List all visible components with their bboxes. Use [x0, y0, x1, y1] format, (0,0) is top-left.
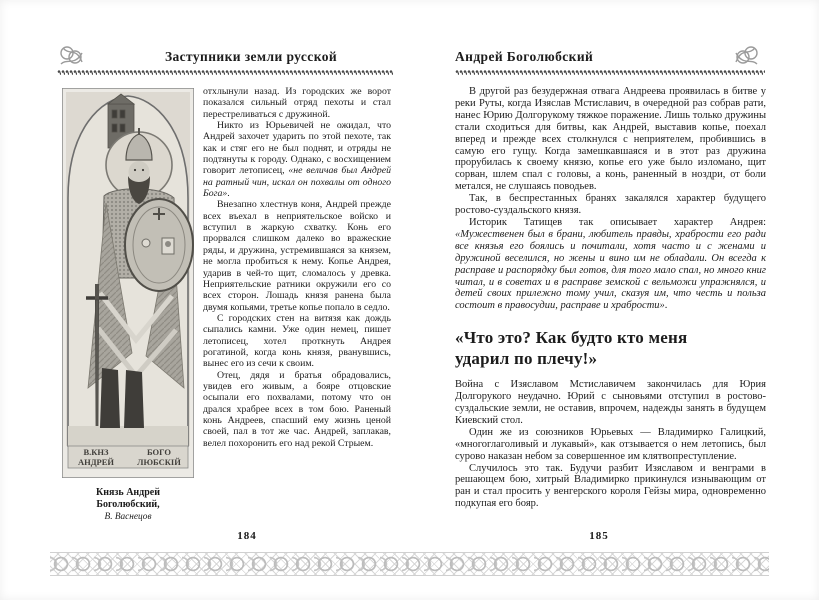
right-page-text-column [455, 86, 766, 510]
paragraph: Один же из союзников Юрьевых — Владимирко Галицкий, «многоглаголивый и лукавый», как отзывается о нем летопись, был сурово наказан небом за совершенное им клятвопреступление. [455, 426, 766, 462]
paragraph: Так, в беспрестанных бранях закалялся характер будущего ростово-суздальского князя. [455, 193, 766, 217]
paragraph: Никто из Юрьевичей не ожидал, что Андрей захочет ударить по этой пехоте, так как и стяг его не был поднят, и отряды не подтянуты к городу. Однако, с восхищением говорит летописец, «не величав был Андрей на ратный чин, искал он похвалы от одного Бога». [203, 120, 391, 200]
bottom-ornament-band [50, 552, 769, 576]
paragraph: С городских стен на витязя как дождь сыпались камни. Уже один немец, пишет летописец, хотел проткнуть Андрея рогатиной, когда конь князя, рванувшись, вынес его из сечи к своим. [203, 312, 391, 370]
header-rule [57, 70, 393, 75]
caption-line: Князь Андрей [95, 487, 161, 498]
paragraph: Историк Татищев так описывает характер Андрея: «Мужественен был в брани, любитель правды, храбрости его ради все князья его боялись и почитали, хотя часто и с женами и дружиной веселился, но жены и вино им не обладали. Он всегда к расправе и распорядку был готов, для того мало спал, но много книг читал, и в советах и в расправе земской с вельможи упражнялся, и детей своих прилежно тому учил, сказуя им, что честь и польза состоит в правосудии, расправе и храбрости». [455, 216, 766, 312]
right-page-paragraphs-after [455, 379, 766, 510]
page-number-right: 185 [589, 530, 609, 542]
left-page-text-column [203, 86, 391, 449]
section-heading: «Что это? Как будто кто меня ударил по плечу!» [455, 328, 688, 369]
painting-caption [56, 487, 200, 523]
paragraph: отхлынули назад. Из городских же ворот показался сильный отряд пехоты и стал перестреливаться с дружиной. [203, 86, 391, 120]
icon-inscription: ЛЮБСКIЙ [137, 457, 181, 467]
paragraph: В другой раз безудержная отвага Андреева проявилась в битве у реки Руты, когда Изяслав Мстиславич, в очередной раз собрав рати, нанес Юрию Долгорукому тяжкое поражение. Лишь только дружины стали сходиться для битвы, как Андрей, выставив копье, поехал вперед и прежде всех столкнулся с неприятелем, пробившись в самую его гущу. Когда замешкавшаяся и в этот раз дружина прорубилась к своему князю, копье его уже было изломано, щит сорван, шлем спал с головы, а конь, раненный в ноздри, от боли метался, не слушаясь поводьев. [455, 86, 766, 193]
paragraph: Внезапно хлестнув коня, Андрей прежде всех въехал в неприятельское войско и вступил в жаркую схватку. Конь его прорвался слишком далеко во вражеские ряды, и дружина, устремившаяся за князем, не могла пробиться к нему. Копье Андрея, ударив в чей-то щит, сломалось у древка. Неприятельские ратники окружили его со всех сторон. Лошадь князя ранена была двумя копьями, третье копье попало в седло. [203, 199, 391, 313]
right-page-paragraphs-before [455, 86, 766, 312]
icon-inscription: АНДРЕЙ [77, 457, 115, 467]
icon-inscription: В.КНЗ [83, 447, 109, 457]
paragraph: Отец, дядя и братья обрадовались, увидев его живым, а бояре отцовские осыпали его похвалами, потому что он дрался храбрее всех в том бою. Раненый конь Андреев, спасший ему жизнь ценой своей, пал в тот же час. Андрей, заплакав, велел похоронить его над рекой Стрыем. [203, 369, 391, 449]
icon-inscription: БОГО [147, 447, 171, 457]
running-head-left: Заступники земли русской [164, 49, 338, 64]
portrait-painting [62, 88, 194, 478]
paragraph: Случилось это так. Будучи разбит Изяславом и венграми в решающем бою, хитрый Владимирко прикинулся изнывающим от ран и стал просить у венгерского короля Гейзы мира, одновременно подкупая его бояр. [455, 462, 766, 510]
caption-artist: В. Васнецов [104, 512, 152, 522]
page-number-left: 184 [237, 530, 257, 542]
running-head-right: Андрей Боголюбский [455, 49, 594, 64]
knot-ornament-icon [733, 44, 760, 69]
paragraph: Война с Изяславом Мстиславичем закончилась для Юрия Долгорукого неудачно. Юрий с сыновьями отступил в ростово-суздальские земли, не оставив, впрочем, надежды занять в будущем Киевский стол. [455, 379, 766, 426]
caption-line: Боголюбский, [96, 499, 160, 510]
header-rule [455, 70, 765, 75]
knot-ornament-icon [58, 44, 85, 69]
